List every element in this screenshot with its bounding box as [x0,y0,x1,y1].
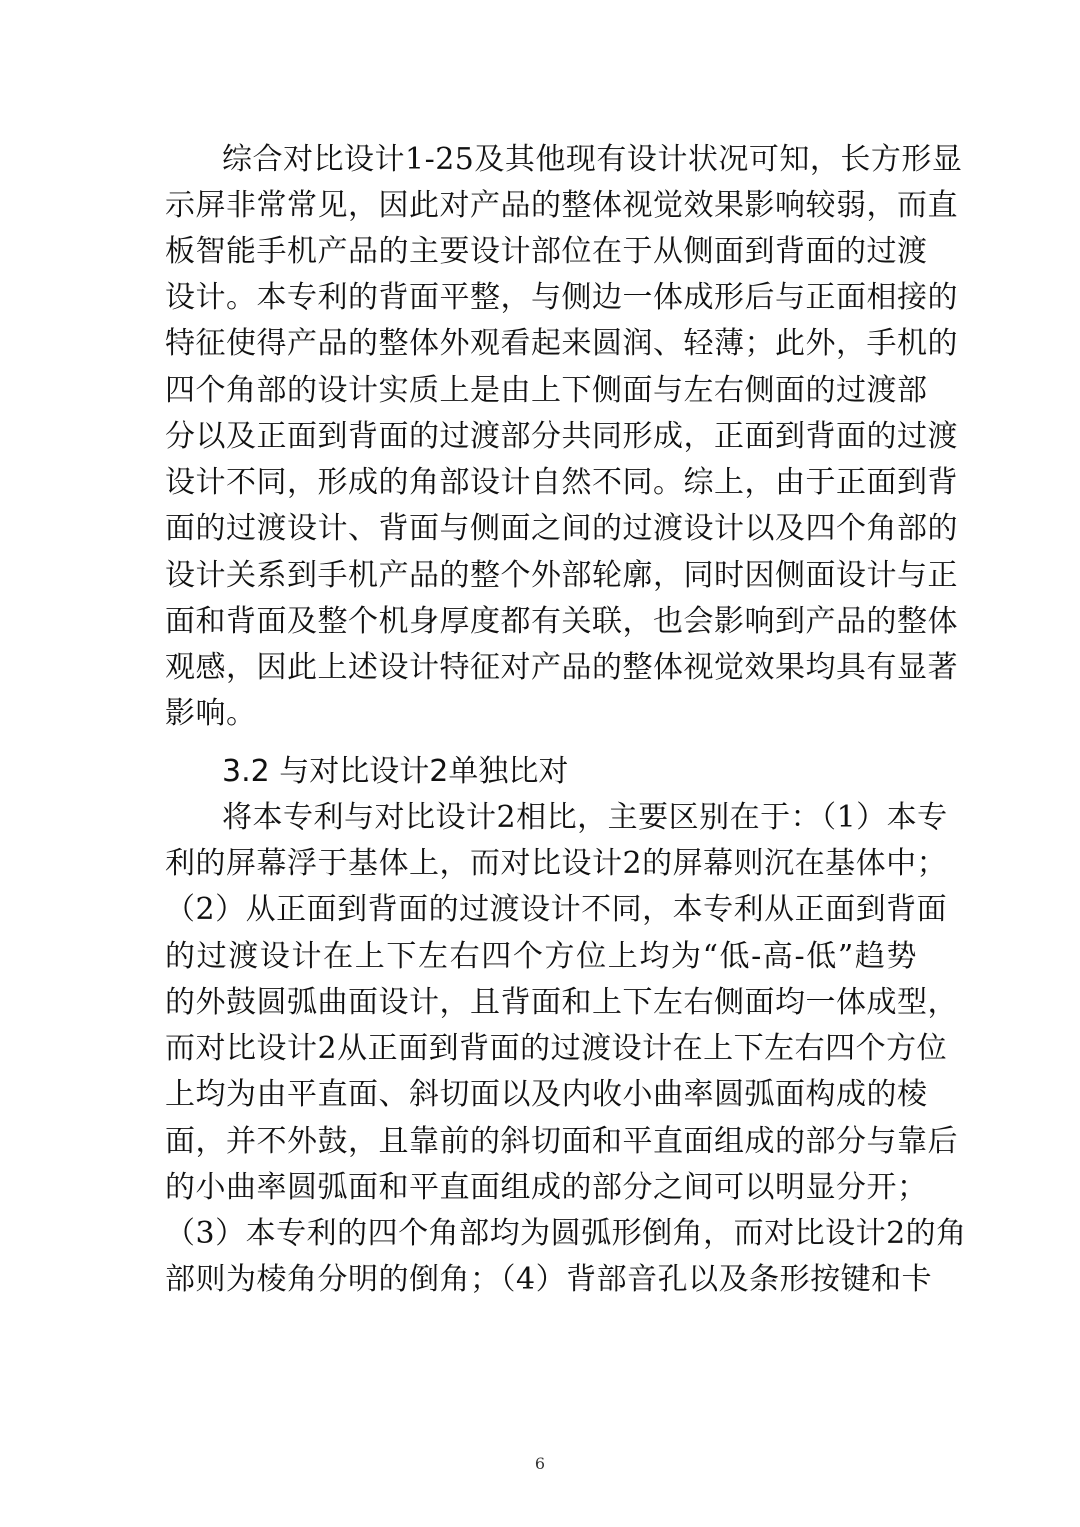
paragraph-line: 面和背面及整个机身厚度都有关联，也会影响到产品的整体 [165,604,958,639]
paragraph-line: 设计。本专利的背面平整，与侧边一体成形后与正面相接的 [165,280,958,315]
paragraph-line: 板智能手机产品的主要设计部位在于从侧面到背面的过渡 [165,234,928,269]
section-heading: 3.2 与对比设计2单独比对 [222,754,569,789]
paragraph-line: 影响。 [165,696,257,731]
paragraph-line: 的外鼓圆弧曲面设计，且背面和上下左右侧面均一体成型， [165,985,958,1020]
paragraph-line: 特征使得产品的整体外观看起来圆润、轻薄；此外，手机的 [165,326,958,361]
paragraph-line: 四个角部的设计实质上是由上下侧面与左右侧面的过渡部 [165,373,928,408]
paragraph-line: （2）从正面到背面的过渡设计不同，本专利从正面到背面 [165,892,948,927]
paragraph-line: 面的过渡设计、背面与侧面之间的过渡设计以及四个角部的 [165,511,958,546]
paragraph-line: 利的屏幕浮于基体上，而对比设计2的屏幕则沉在基体中； [165,846,948,881]
paragraph-line: 示屏非常常见，因此对产品的整体视觉效果影响较弱，而直 [165,188,958,223]
paragraph-line: 综合对比设计1-25及其他现有设计状况可知，长方形显 [222,142,963,177]
page-number: 6 [534,1454,546,1473]
paragraph-line: 上均为由平直面、斜切面以及内收小曲率圆弧面构成的棱 [165,1077,928,1112]
paragraph-line: 分以及正面到背面的过渡部分共同形成，正面到背面的过渡 [165,419,958,454]
paragraph-line: 将本专利与对比设计2相比，主要区别在于：（1）本专 [222,800,948,835]
paragraph-line: 设计不同，形成的角部设计自然不同。综上，由于正面到背 [165,465,958,500]
paragraph-line: 部则为棱角分明的倒角；（4）背部音孔以及条形按键和卡 [165,1262,933,1297]
paragraph-line: 面，并不外鼓，且靠前的斜切面和平直面组成的部分与靠后 [165,1124,958,1159]
paragraph-line: 而对比设计2从正面到背面的过渡设计在上下左右四个方位 [165,1031,948,1066]
paragraph-line: 观感，因此上述设计特征对产品的整体视觉效果均具有显著 [165,650,958,685]
paragraph-line: 的过渡设计在上下左右四个方位上均为“低-高-低”趋势 [165,939,917,974]
paragraph-line: 的小曲率圆弧面和平直面组成的部分之间可以明显分开； [165,1170,928,1205]
paragraph-line: 设计关系到手机产品的整个外部轮廓，同时因侧面设计与正 [165,558,958,593]
paragraph-line: （3）本专利的四个角部均为圆弧形倒角，而对比设计2的角 [165,1216,967,1251]
